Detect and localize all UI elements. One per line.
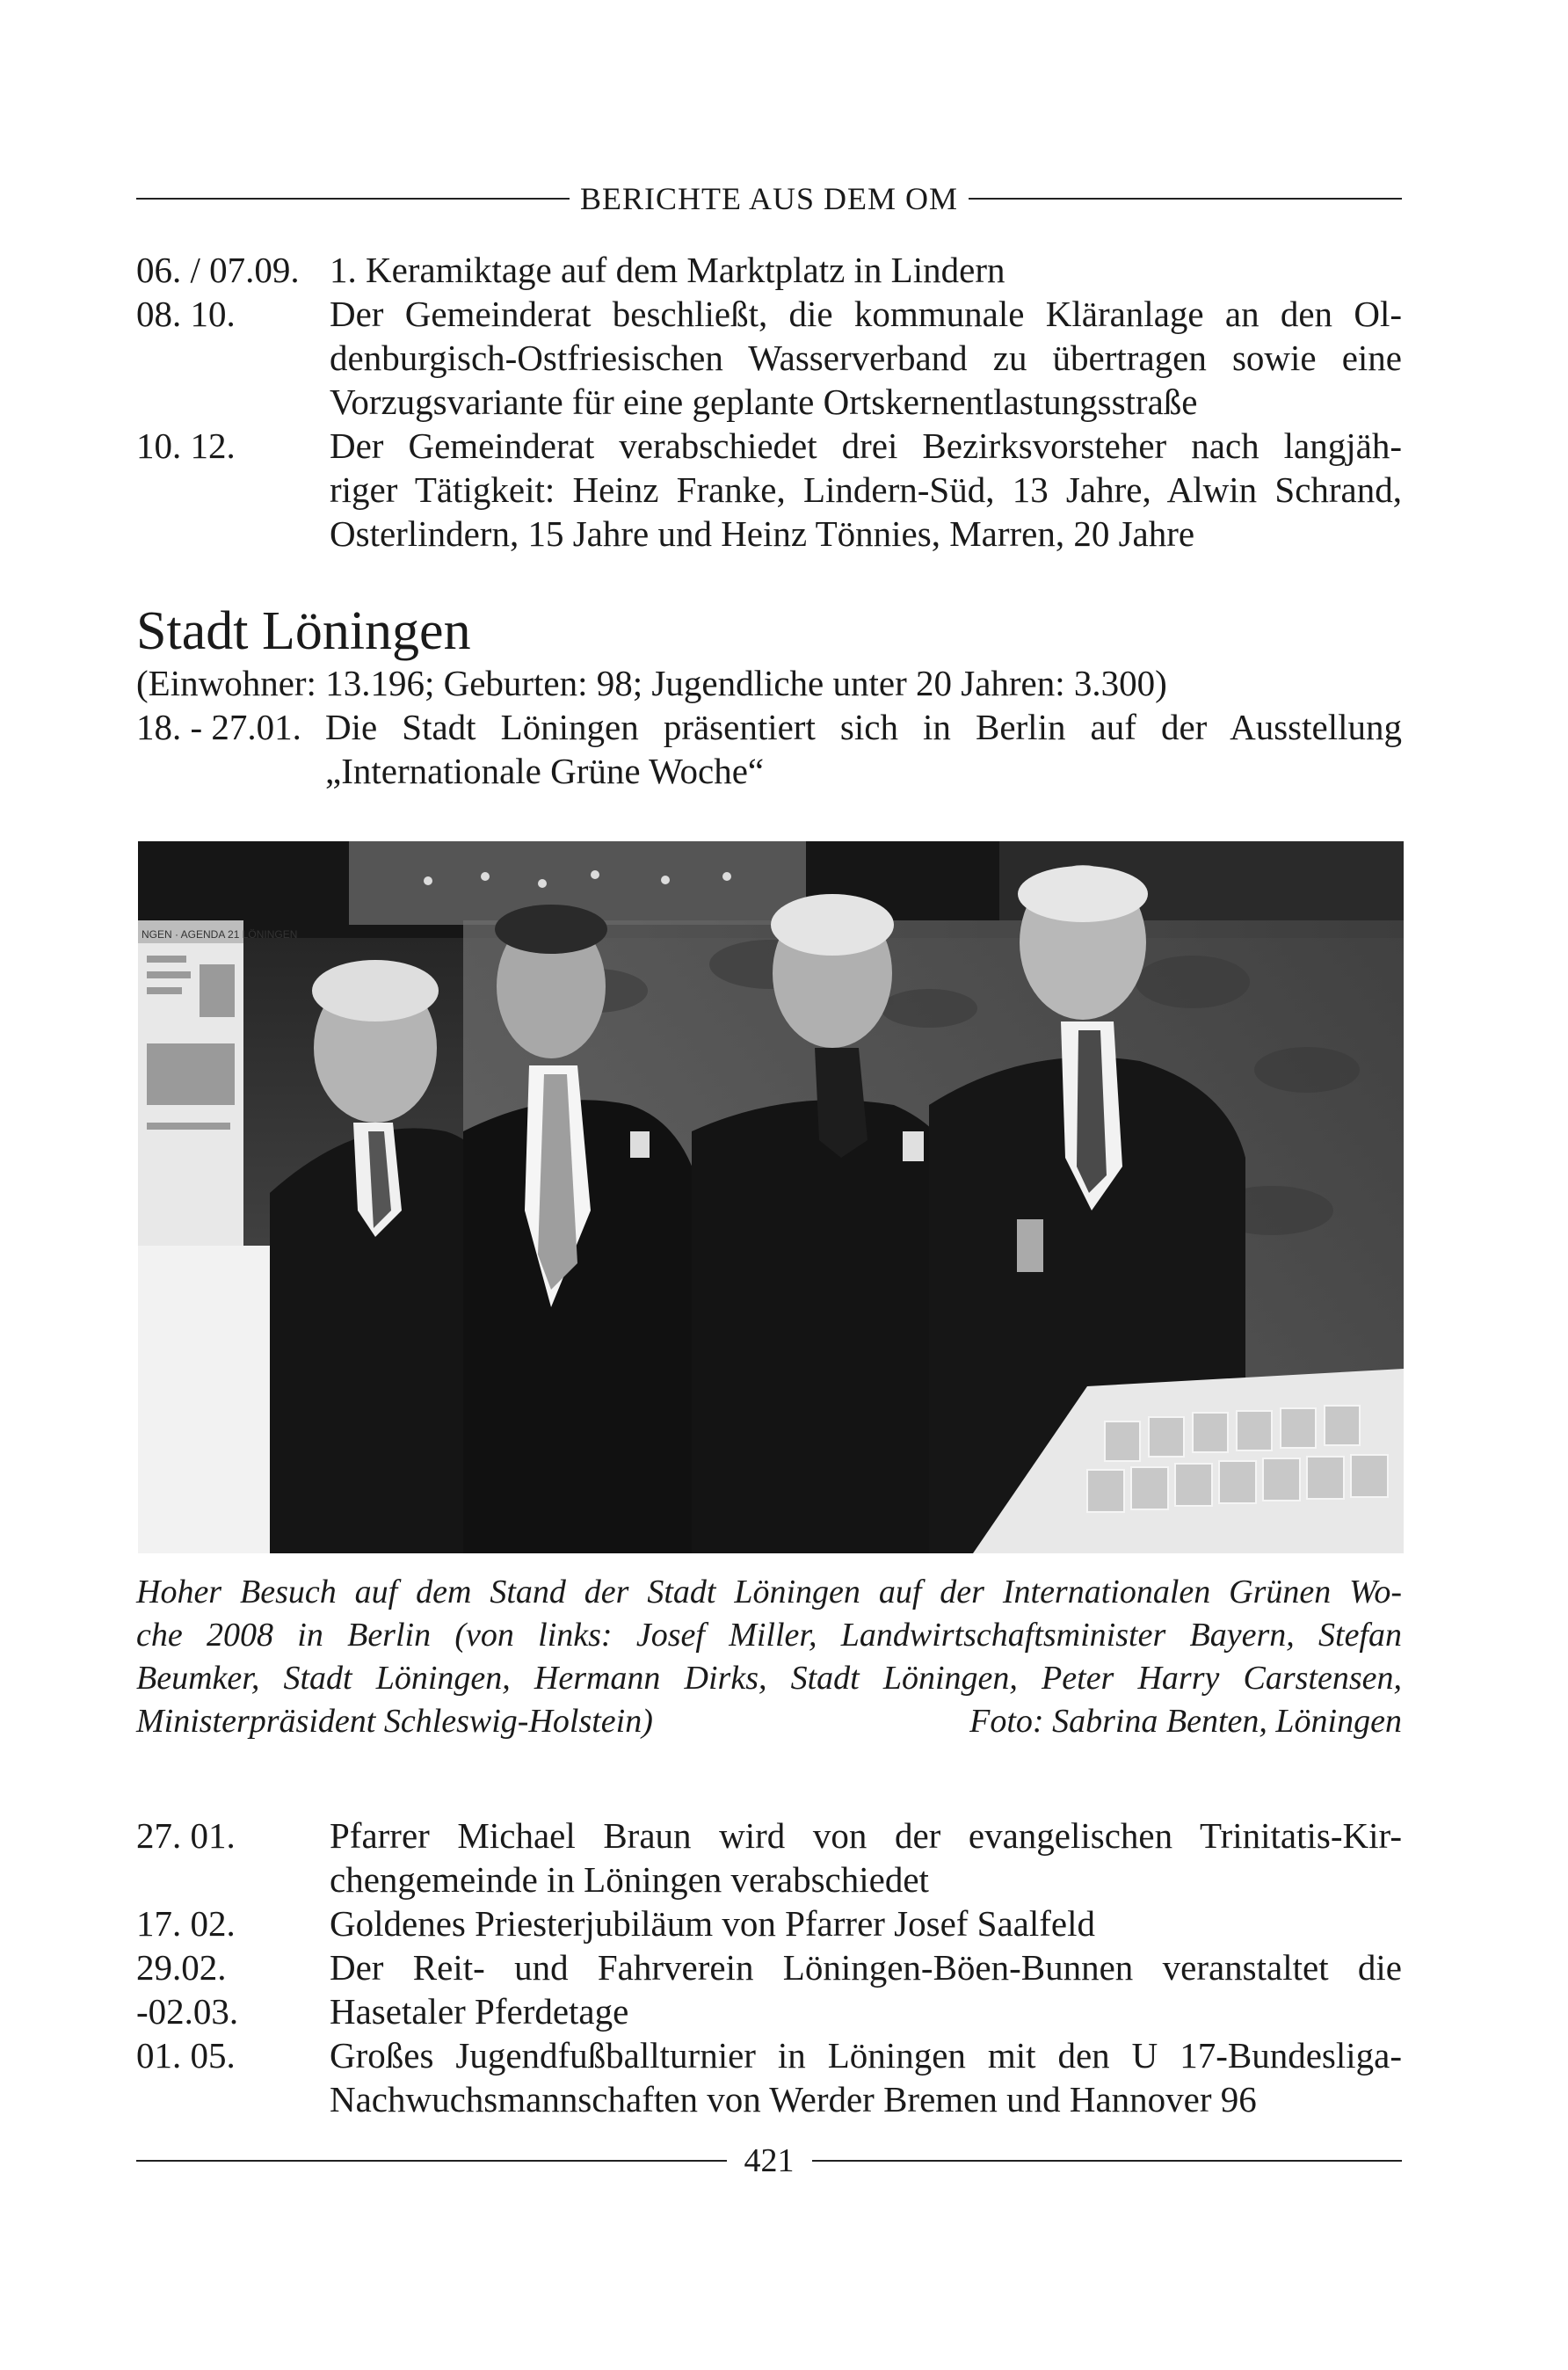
chronology-entry (136, 1945, 1402, 2033)
entry-date: 01. 05. (136, 2035, 236, 2076)
entry-date: 18. - 27.01. (136, 707, 301, 747)
photo-illustration (138, 841, 1404, 1553)
entry-date: 06. / 07.09. (136, 250, 300, 290)
entry-text (330, 1945, 1402, 2033)
entry-text (330, 248, 1402, 292)
entry-line: riger Tätigkeit: Heinz Franke, Lindern-Süd, 13 Jahre, Alwin Schrand, (330, 469, 1402, 510)
running-footer (136, 2136, 1402, 2185)
caption-line: che 2008 in Berlin (von links: Josef Miller, Landwirtschaftsminister Bayern, Stefan (136, 1617, 1402, 1654)
running-title: BERICHTE AUS DEM OM (579, 181, 959, 216)
poster-text: NGEN · AGENDA 21 LÖNINGEN (142, 928, 298, 941)
entry-line: Goldenes Priesterjubiläum von Pfarrer Josef Saalfeld (330, 1903, 1096, 1944)
photo-credit: Foto: Sabrina Benten, Löningen (969, 1703, 1402, 1740)
section-title: Stadt Löningen (136, 601, 471, 661)
entry-date: 27. 01. (136, 1815, 236, 1856)
page-number: 421 (744, 2142, 795, 2179)
entry-date: 29.02. -02.03. (136, 1947, 239, 2032)
entry-date: 17. 02. (136, 1903, 236, 1944)
entry-line: Osterlindern, 15 Jahre und Heinz Tönnies, Marren, 20 Jahre (330, 513, 1195, 554)
chronology-entry (136, 2033, 1402, 2121)
entry-line: Die Stadt Löningen präsentiert sich in Berlin auf der Ausstellung (325, 707, 1402, 747)
entry-text (330, 424, 1402, 556)
entry-line: Pfarrer Michael Braun wird von der evangelischen Trinitatis-Kir- (330, 1815, 1402, 1856)
chronology-entry (136, 705, 1402, 793)
caption-last-line: Ministerpräsident Schleswig-Holstein) (136, 1703, 653, 1740)
entry-line: Der Gemeinderat verabschiedet drei Bezirksvorsteher nach langjäh- (330, 425, 1402, 466)
entry-line: denburgisch-Ostfriesischen Wasserverband zu übertragen sowie eine (330, 338, 1402, 378)
entry-line: 1. Keramiktage auf dem Marktplatz in Lindern (330, 250, 1005, 290)
chronology-entry (136, 424, 1402, 556)
entry-line: „Internationale Grüne Woche“ (325, 751, 765, 791)
entry-text (330, 1814, 1402, 1901)
entry-line: chengemeinde in Löningen verabschiedet (330, 1859, 929, 1900)
event-photo (138, 841, 1404, 1553)
header-rule-right (969, 198, 1402, 200)
footer-rule-left (136, 2160, 727, 2162)
entry-line: Großes Jugendfußballturnier in Löningen mit den U 17-Bundesliga- (330, 2035, 1402, 2076)
entry-line: Der Gemeinderat beschließt, die kommunale Kläranlage an den Ol- (330, 294, 1402, 334)
header-rule-left (136, 198, 570, 200)
entry-date: 10. 12. (136, 425, 236, 466)
entry-line: Nachwuchsmannschaften von Werder Bremen und Hannover 96 (330, 2079, 1257, 2119)
entry-text (330, 292, 1402, 424)
entry-date: 08. 10. (136, 294, 236, 334)
entry-line: Hasetaler Pferdetage (330, 1991, 629, 2032)
chronology-entry (136, 1814, 1402, 1901)
entry-text (325, 705, 1402, 793)
running-header (136, 178, 1402, 220)
caption-credit-row (136, 1700, 1402, 1743)
chronology-entry (136, 248, 1402, 292)
entry-text (330, 1901, 1402, 1945)
entry-line: Vorzugsvariante für eine geplante Ortskernentlastungsstraße (330, 382, 1198, 422)
chronology-entry (136, 1901, 1402, 1945)
entry-line: Der Reit- und Fahrverein Löningen-Böen-Bunnen veranstaltet die (330, 1947, 1402, 1988)
photo-caption (136, 1571, 1402, 1743)
footer-rule-right (812, 2160, 1403, 2162)
section-stats: (Einwohner: 13.196; Geburten: 98; Jugendliche unter 20 Jahren: 3.300) (136, 663, 1167, 703)
caption-line: Beumker, Stadt Löningen, Hermann Dirks, Stadt Löningen, Peter Harry Carstensen, (136, 1660, 1402, 1697)
chronology-entry (136, 292, 1402, 424)
caption-line: Hoher Besuch auf dem Stand der Stadt Löningen auf der Internationalen Grünen Wo- (136, 1574, 1402, 1610)
entry-text (330, 2033, 1402, 2121)
